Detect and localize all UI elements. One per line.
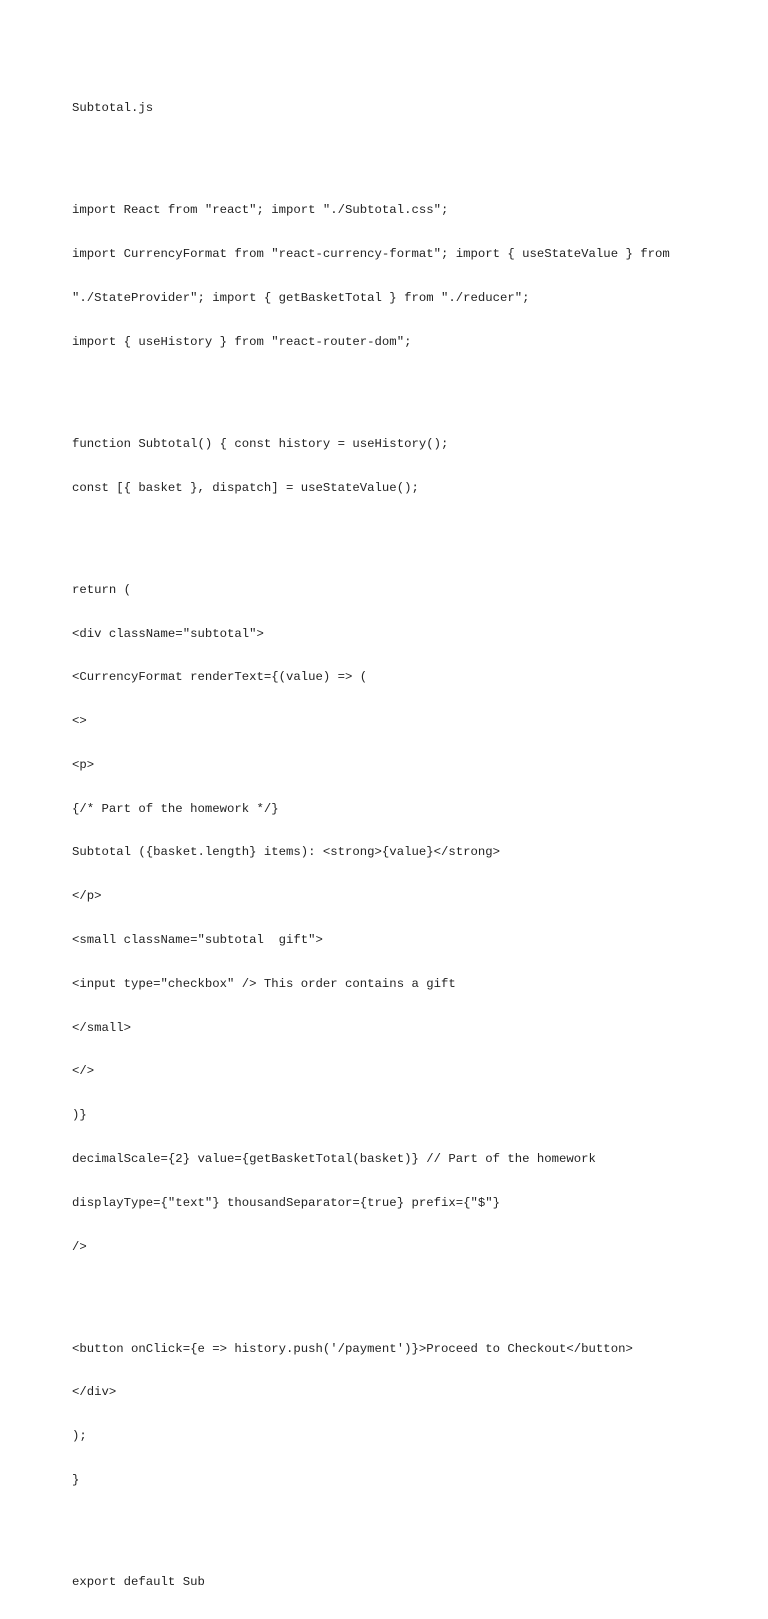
code-line: import React from "react"; import "./Subtotal.css"; [72,203,449,218]
code-line: <button onClick={e => history.push('/payment')}>Proceed to Checkout</button> [72,1341,633,1356]
code-line: } [72,1473,80,1487]
blank-line [72,145,712,160]
code-line: <div className="subtotal"> [72,626,264,641]
code-line: <> [72,714,87,729]
code-line: const [{ basket }, dispatch] = useStateValue(); [72,480,419,495]
code-line: import CurrencyFormat from "react-currency-format"; import { useStateValue } from [72,247,670,262]
code-line: "./StateProvider"; import { getBasketTotal } from "./reducer"; [72,290,530,305]
code-line: {/* Part of the homework */} [72,801,279,816]
blank-line [72,1517,712,1532]
code-line: </small> [72,1020,132,1035]
code-line: <input type="checkbox" /> This order contains a gift [72,976,456,991]
code-line: import { useHistory } from "react-router-dom"; [72,334,412,349]
export-line: export default Sub [72,1575,205,1590]
file-title: Subtotal.js [72,101,154,116]
code-line: function Subtotal() { const history = useHistory(); [72,436,449,451]
code-line: ); [72,1429,87,1444]
blank-line [72,524,712,539]
code-line: <CurrencyFormat renderText={(value) => ( [72,670,368,685]
code-line: /> [72,1239,87,1254]
code-line: displayType={"text"} thousandSeparator={true} prefix={"$"} [72,1195,501,1210]
blank-line [72,1283,712,1298]
code-text [72,72,712,1619]
code-line: return ( [72,582,132,597]
code-line: decimalScale={2} value={getBasketTotal(basket)} // Part of the homework [72,1151,596,1166]
code-line: <small className="subtotal gift"> [72,933,323,948]
code-line: )} [72,1108,87,1123]
code-line: </p> [72,889,102,904]
code-line: </div> [72,1385,117,1400]
code-line: <p> [72,757,95,772]
code-line: Subtotal ({basket.length} items): <strong>{value}</strong> [72,845,501,860]
code-line: </> [72,1064,95,1079]
blank-line [72,378,712,393]
